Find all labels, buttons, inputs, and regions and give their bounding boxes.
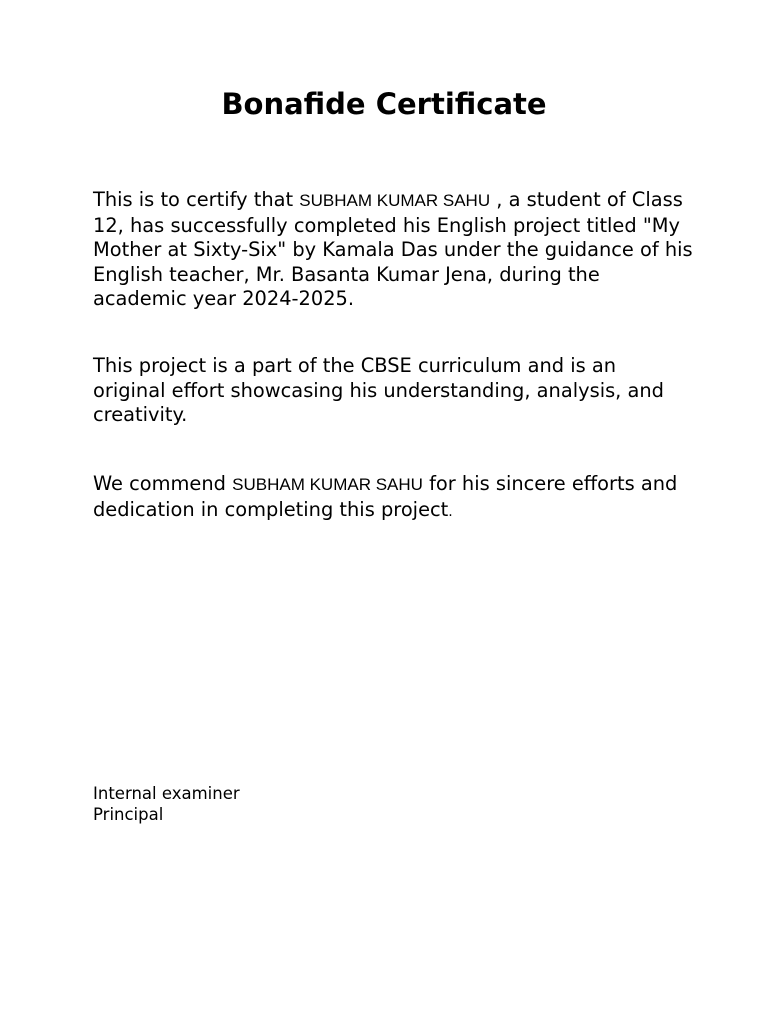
paragraph1-body: , a student of Class 12, has successfully completed his English project titled "My Mother at Sixty-Six" by Kamala Das under the guidance of his English teacher, Mr. Basanta Kumar Jena, during the academic year 2024-2025. xyxy=(93,188,693,310)
curriculum-paragraph: This project is a part of the CBSE curriculum and is an original effort showcasing his understanding, analysis, and creativity. xyxy=(93,354,664,426)
paragraph3-body: for his sincere efforts and dedication in completing this project xyxy=(93,472,678,521)
paragraph3-end: . xyxy=(448,503,453,520)
certificate-title: Bonafide Certificate xyxy=(221,87,547,121)
internal-examiner-label: Internal examiner xyxy=(93,784,240,803)
paragraph3-intro: We commend xyxy=(93,472,233,495)
commendation-paragraph xyxy=(93,472,693,524)
paragraph1-intro: This is to certify that xyxy=(93,188,300,211)
student-name: SUBHAM KUMAR SAHU xyxy=(299,191,491,210)
principal-label: Principal xyxy=(93,805,164,824)
student-name-repeat: SUBHAM KUMAR SAHU xyxy=(232,475,423,494)
certification-paragraph xyxy=(93,188,693,312)
